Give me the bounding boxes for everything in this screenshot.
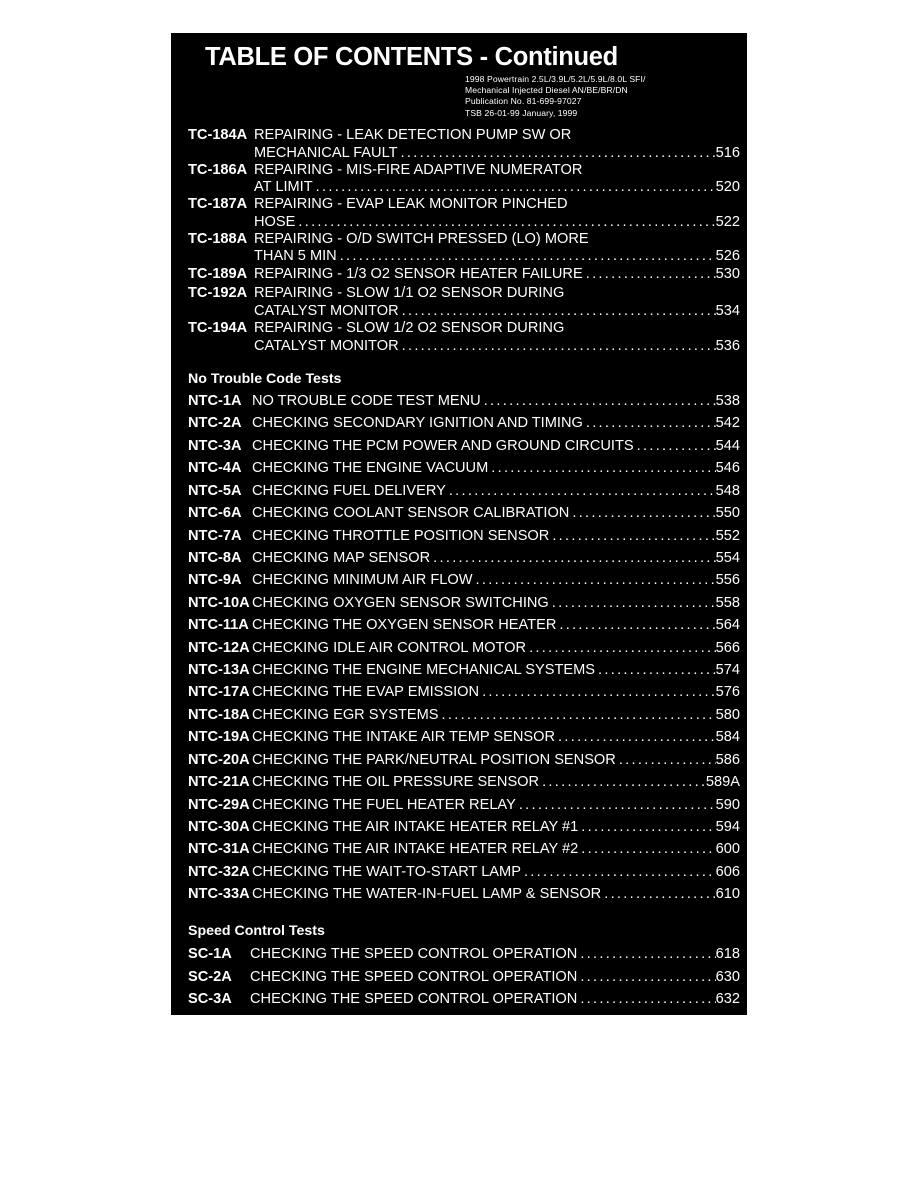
entry-title: CHECKING MAP SENSOR [252,550,431,566]
entry-title: CHECKING THE SPEED CONTROL OPERATION [250,969,578,985]
entry-code: TC-189A [188,266,248,282]
entry-title: REPAIRING - O/D SWITCH PRESSED (LO) MORE [254,231,589,247]
page-number: 550 [715,505,740,521]
entry-code: SC-2A [188,969,232,985]
entry-code: NTC-13A [188,662,250,678]
entry-description [252,616,740,634]
page-title: TABLE OF CONTENTS - Continued [205,43,618,71]
entry-title: CHECKING MINIMUM AIR FLOW [252,572,473,588]
entry-title: CHECKING THE WAIT-TO-START LAMP [252,864,521,880]
entry-code: NTC-6A [188,505,242,521]
entry-description [250,945,740,963]
entry-description [254,337,740,355]
page-number: 542 [715,415,740,431]
dot-leader [316,178,716,196]
page-number: 552 [715,528,740,544]
entry-description [254,230,740,248]
page-number: 606 [715,864,740,880]
toc-entry [188,945,740,963]
page-number: 610 [715,886,740,902]
entry-description [252,661,740,679]
entry-title: NO TROUBLE CODE TEST MENU [252,393,481,409]
entry-description [250,990,740,1008]
dot-leader [559,616,715,634]
entry-description [252,840,740,858]
dot-leader [402,302,716,320]
page-number: 630 [715,969,740,985]
toc-entry [188,392,740,410]
toc-entry [188,990,740,1008]
page-number: 566 [715,640,740,656]
toc-entry [188,840,740,858]
entry-description [254,284,740,302]
entry-code: NTC-7A [188,528,242,544]
dot-leader [519,796,716,814]
dot-leader [402,337,716,355]
entry-title: CHECKING THE PCM POWER AND GROUND CIRCUITS [252,438,634,454]
dot-leader [586,414,716,432]
toc-page-scan [171,33,747,1015]
dot-leader [586,265,716,283]
toc-entry [188,144,740,162]
toc-entry [188,284,740,302]
toc-entry [188,504,740,522]
entry-title: CHECKING THE ENGINE VACUUM [252,460,489,476]
publication-line: Mechanical Injected Diesel AN/BE/BR/DN [465,85,628,96]
entry-description [254,265,740,283]
page-number: 530 [715,266,740,282]
page-number: 586 [715,752,740,768]
page-number: 534 [715,303,740,319]
entry-code: NTC-17A [188,684,250,700]
entry-description [252,437,740,455]
dot-leader [604,885,715,903]
entry-description [252,459,740,477]
entry-title: CATALYST MONITOR [254,303,399,319]
publication-line: Publication No. 81-699-97027 [465,96,582,107]
toc-entry [188,863,740,881]
entry-description [254,302,740,320]
entry-title: CHECKING THE ENGINE MECHANICAL SYSTEMS [252,662,596,678]
section-heading-sc: Speed Control Tests [188,923,325,939]
entry-title: REPAIRING - EVAP LEAK MONITOR PINCHED [254,196,568,212]
entry-code: NTC-10A [188,595,250,611]
page-number: 522 [715,214,740,230]
dot-leader [552,527,715,545]
dot-leader [580,945,715,963]
dot-leader [298,213,715,231]
toc-entry [188,571,740,589]
dot-leader [340,247,716,265]
dot-leader [580,968,715,986]
entry-code: TC-184A [188,127,248,143]
entry-description [252,773,740,791]
dot-leader [491,459,715,477]
entry-title: CHECKING THE INTAKE AIR TEMP SENSOR [252,729,556,745]
entry-description [252,482,740,500]
entry-description [252,549,740,567]
toc-entry [188,178,740,196]
section-heading-ntc: No Trouble Code Tests [188,371,342,387]
entry-code: TC-187A [188,196,248,212]
entry-title: HOSE [254,214,296,230]
page-number: 558 [715,595,740,611]
dot-leader [581,840,715,858]
toc-entry [188,661,740,679]
entry-description [252,571,740,589]
dot-leader [552,594,716,612]
page-number: 520 [715,179,740,195]
page-number: 516 [715,145,740,161]
entry-code: NTC-29A [188,797,250,813]
entry-title: CHECKING THE SPEED CONTROL OPERATION [250,991,578,1007]
page-number: 594 [715,819,740,835]
toc-entry [188,482,740,500]
entry-code: NTC-11A [188,617,249,633]
toc-entry [188,337,740,355]
entry-description [250,968,740,986]
dot-leader [598,661,716,679]
entry-code: TC-186A [188,162,248,178]
publication-line: 1998 Powertrain 2.5L/3.9L/5.2L/5.9L/8.0L SFI/ [465,74,646,84]
entry-code: TC-188A [188,231,248,247]
toc-entry [188,195,740,213]
toc-entry [188,706,740,724]
dot-leader [558,728,716,746]
entry-code: NTC-32A [188,864,250,880]
entry-code: NTC-2A [188,415,242,431]
toc-entry [188,885,740,903]
entry-title: CHECKING THROTTLE POSITION SENSOR [252,528,550,544]
entry-code: SC-3A [188,991,232,1007]
entry-title: CHECKING SECONDARY IGNITION AND TIMING [252,415,583,431]
dot-leader [572,504,715,522]
page-number: 576 [715,684,740,700]
entry-title: CATALYST MONITOR [254,338,399,354]
page-number: 580 [715,707,740,723]
dot-leader [482,683,716,701]
page-number: 538 [715,393,740,409]
toc-entry [188,818,740,836]
toc-entry [188,213,740,231]
entry-title: REPAIRING - LEAK DETECTION PUMP SW OR [254,127,572,143]
entry-code: NTC-4A [188,460,242,476]
page-number: 632 [715,991,740,1007]
page-number: 564 [715,617,740,633]
toc-entry [188,728,740,746]
dot-leader [637,437,716,455]
entry-code: NTC-18A [188,707,250,723]
toc-entry [188,968,740,986]
entry-description [252,818,740,836]
entry-title: CHECKING COOLANT SENSOR CALIBRATION [252,505,570,521]
entry-description [254,247,740,265]
entry-code: NTC-31A [188,841,250,857]
entry-description [252,728,740,746]
toc-entry [188,265,740,283]
dot-leader [442,706,716,724]
entry-description [252,639,740,657]
dot-leader [619,751,716,769]
toc-entry [188,459,740,477]
page-number: 546 [715,460,740,476]
entry-description [252,885,740,903]
entry-code: NTC-1A [188,393,242,409]
entry-description [252,706,740,724]
entry-title: CHECKING THE WATER-IN-FUEL LAMP & SENSOR [252,886,602,902]
entry-description [254,178,740,196]
entry-title: CHECKING IDLE AIR CONTROL MOTOR [252,640,527,656]
entry-description [254,144,740,162]
entry-title: CHECKING THE PARK/NEUTRAL POSITION SENSOR [252,752,616,768]
page-number: 618 [715,946,740,962]
entry-description [252,796,740,814]
entry-code: NTC-21A [188,774,250,790]
dot-leader [401,144,716,162]
entry-description [254,161,740,179]
toc-entry [188,796,740,814]
entry-code: NTC-8A [188,550,242,566]
entry-code: TC-194A [188,320,248,336]
entry-title: AT LIMIT [254,179,313,195]
entry-code: NTC-12A [188,640,250,656]
entry-code: NTC-19A [188,729,250,745]
entry-title: CHECKING THE AIR INTAKE HEATER RELAY #1 [252,819,579,835]
toc-entry [188,616,740,634]
toc-entry [188,639,740,657]
page-number: 556 [715,572,740,588]
entry-code: NTC-9A [188,572,242,588]
page-number: 590 [715,797,740,813]
entry-description [254,213,740,231]
entry-code: NTC-30A [188,819,250,835]
entry-title: REPAIRING - MIS-FIRE ADAPTIVE NUMERATOR [254,162,583,178]
entry-description [252,683,740,701]
dot-leader [542,773,706,791]
entry-title: CHECKING OXYGEN SENSOR SWITCHING [252,595,549,611]
dot-leader [524,863,716,881]
toc-entry [188,437,740,455]
entry-description [254,126,740,144]
entry-code: TC-192A [188,285,248,301]
entry-description [252,594,740,612]
page-number: 584 [715,729,740,745]
toc-entry [188,549,740,567]
entry-title: CHECKING THE AIR INTAKE HEATER RELAY #2 [252,841,579,857]
entry-title: CHECKING THE OXYGEN SENSOR HEATER [252,617,557,633]
entry-title: CHECKING EGR SYSTEMS [252,707,439,723]
entry-title: CHECKING THE OIL PRESSURE SENSOR [252,774,540,790]
toc-entry [188,594,740,612]
entry-code: SC-1A [188,946,232,962]
entry-description [252,504,740,522]
toc-entry [188,126,740,144]
entry-title: CHECKING FUEL DELIVERY [252,483,446,499]
entry-description [252,414,740,432]
publication-line: TSB 26-01-99 January, 1999 [465,107,578,118]
toc-entry [188,414,740,432]
dot-leader [529,639,716,657]
dot-leader [581,818,715,836]
entry-title: REPAIRING - SLOW 1/1 O2 SENSOR DURING [254,285,565,301]
page-number: 574 [715,662,740,678]
entry-code: NTC-33A [188,886,250,902]
entry-title: CHECKING THE SPEED CONTROL OPERATION [250,946,578,962]
toc-entry [188,751,740,769]
entry-description [252,751,740,769]
toc-entry [188,161,740,179]
page-number: 554 [715,550,740,566]
entry-title: MECHANICAL FAULT [254,145,398,161]
toc-entry [188,527,740,545]
entry-title: CHECKING THE EVAP EMISSION [252,684,480,700]
entry-description [252,392,740,410]
entry-description [254,319,740,337]
toc-entry [188,230,740,248]
page-number: 548 [715,483,740,499]
page-number: 600 [715,841,740,857]
entry-code: NTC-20A [188,752,250,768]
dot-leader [580,990,715,1008]
page-number: 526 [715,248,740,264]
dot-leader [449,482,716,500]
entry-code: NTC-5A [188,483,242,499]
entry-description [252,863,740,881]
toc-entry [188,302,740,320]
entry-title: REPAIRING - 1/3 O2 SENSOR HEATER FAILURE [254,266,583,282]
toc-entry [188,773,740,791]
dot-leader [476,571,716,589]
page-number: 589A [705,774,740,790]
dot-leader [484,392,716,410]
dot-leader [433,549,716,567]
toc-entry [188,683,740,701]
entry-title: CHECKING THE FUEL HEATER RELAY [252,797,516,813]
publication-info [465,74,645,119]
entry-description [252,527,740,545]
page-number: 536 [715,338,740,354]
entry-code: NTC-3A [188,438,242,454]
page-number: 544 [715,438,740,454]
entry-title: REPAIRING - SLOW 1/2 O2 SENSOR DURING [254,320,565,336]
entry-description [254,195,740,213]
toc-entry [188,319,740,337]
toc-entry [188,247,740,265]
entry-title: THAN 5 MIN [254,248,337,264]
